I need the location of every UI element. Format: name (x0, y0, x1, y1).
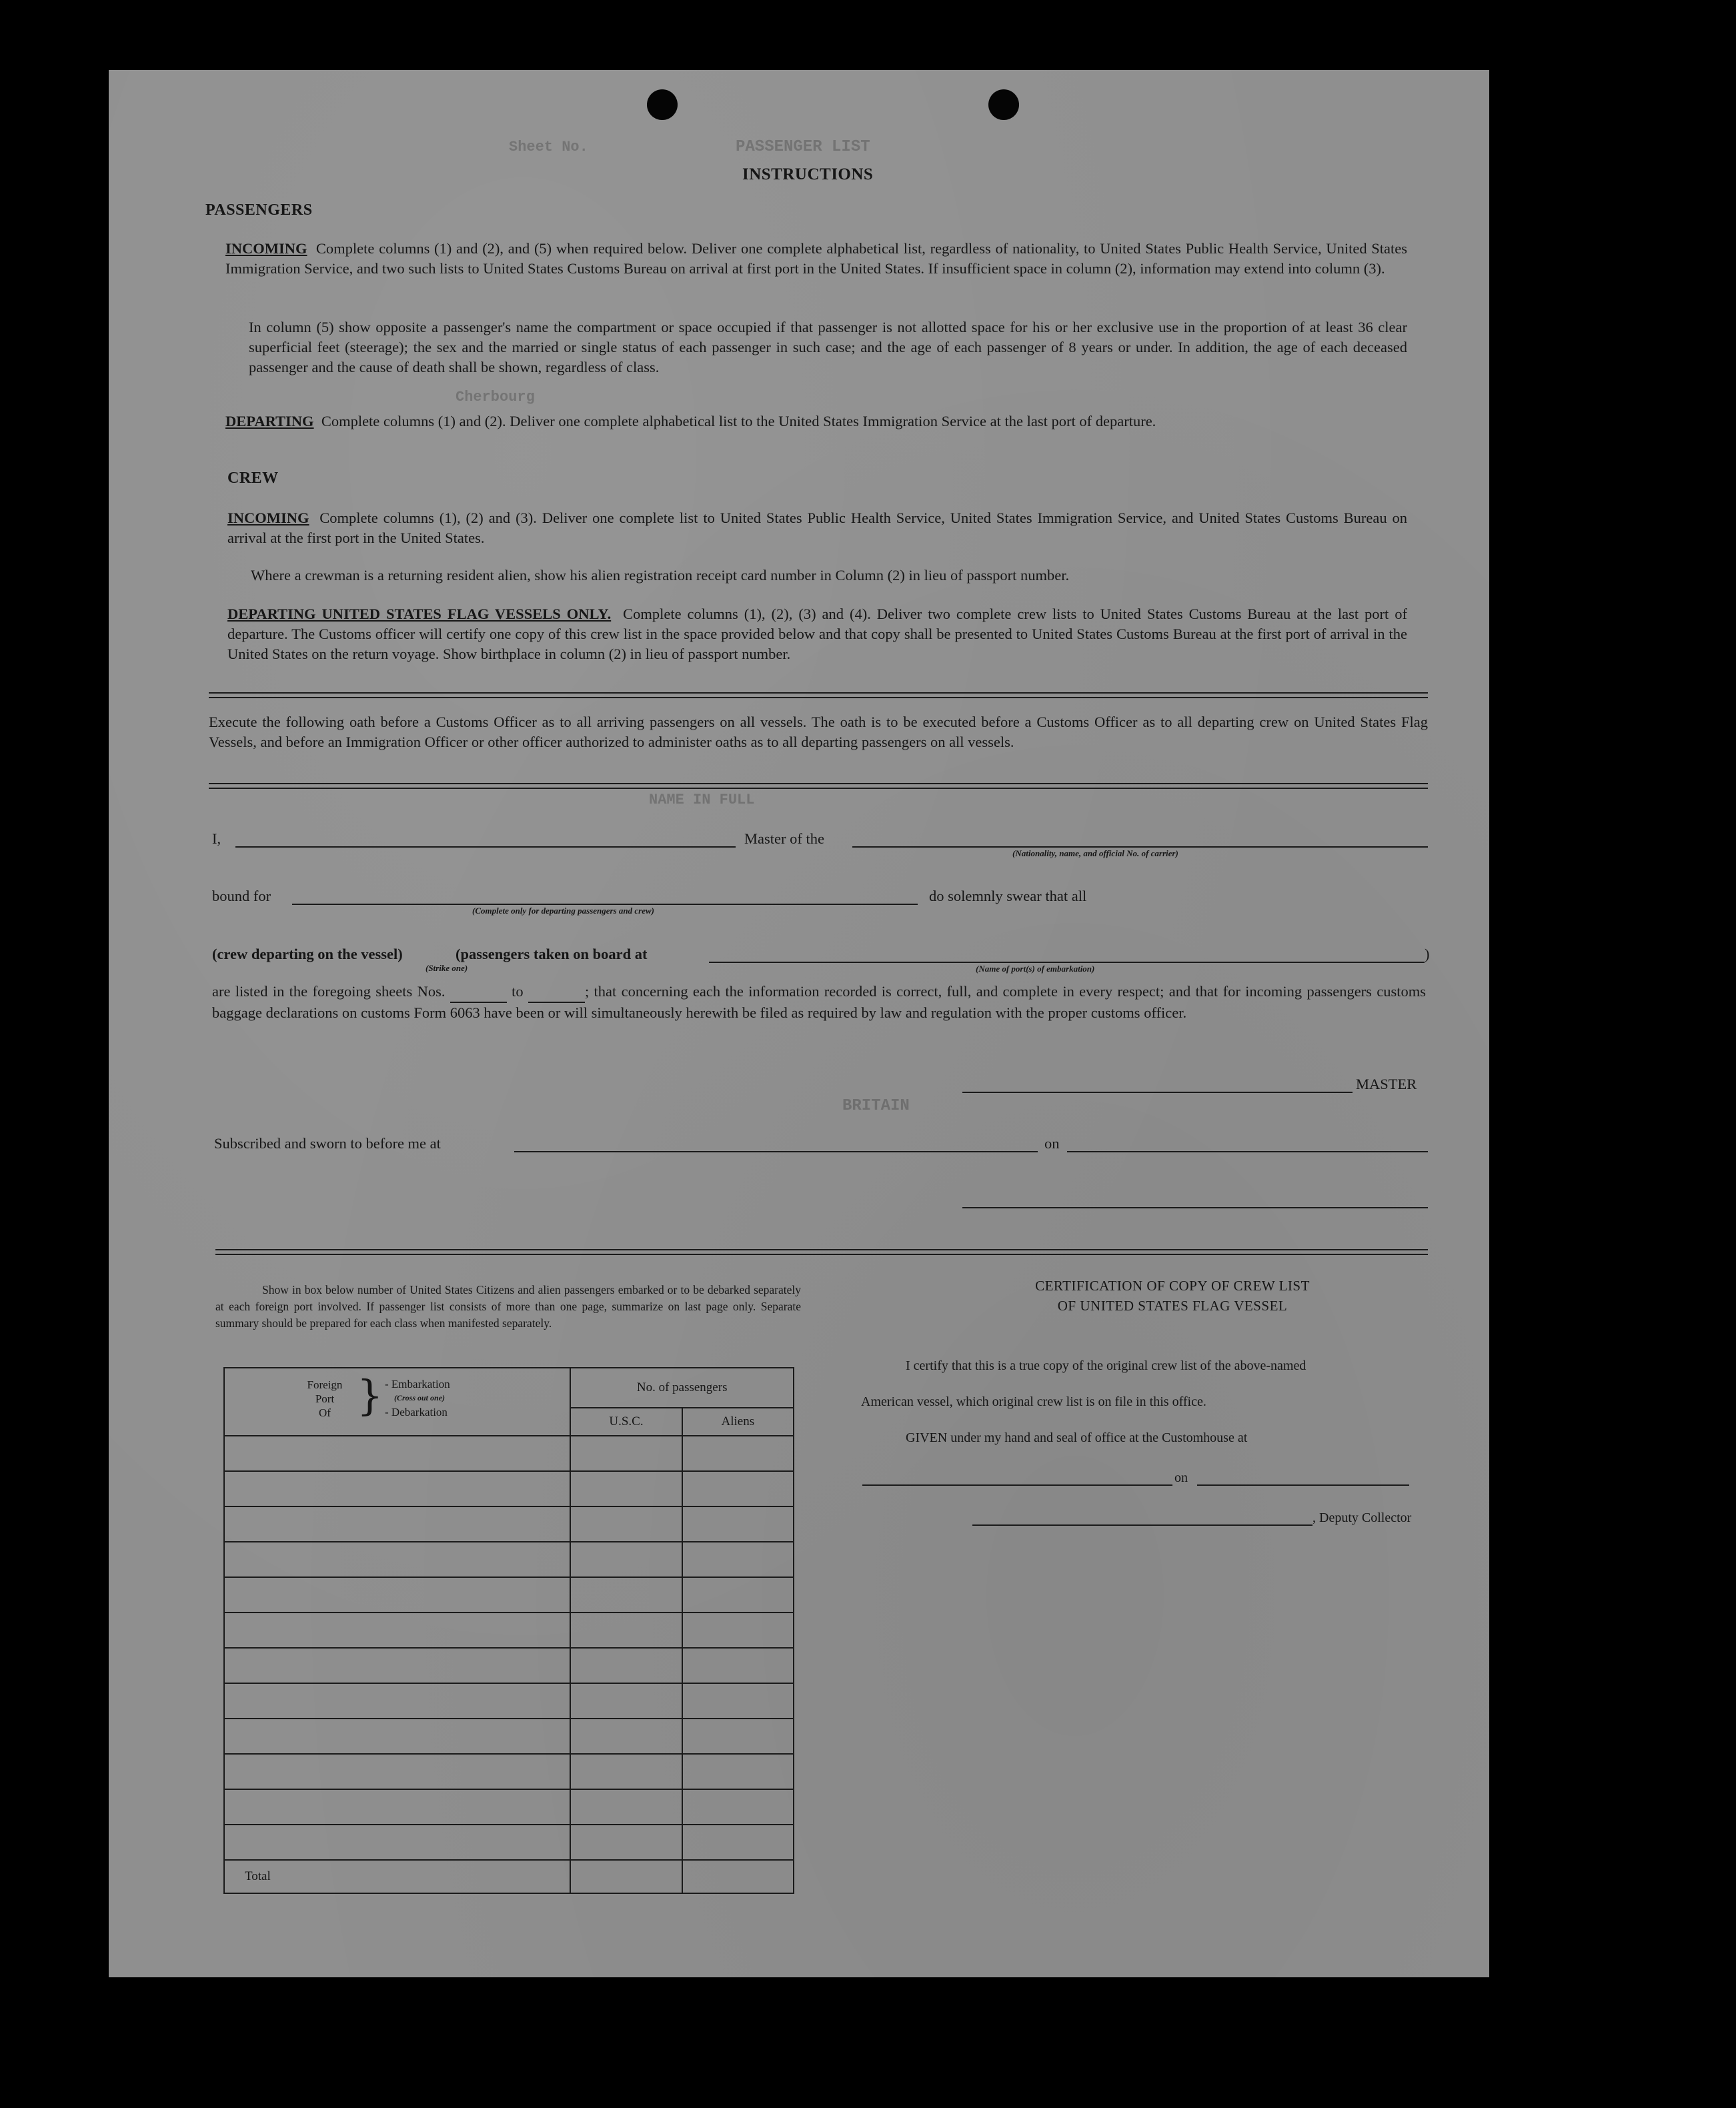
section-divider (209, 783, 1428, 789)
aliens-header: Aliens (682, 1408, 794, 1436)
section-divider (209, 692, 1428, 698)
passengers-heading: PASSENGERS (205, 201, 313, 219)
crew-incoming-label: INCOMING (227, 509, 309, 526)
crew-heading: CREW (227, 469, 279, 487)
resident-alien-paragraph: Where a crewman is a returning resident alien, show his alien registration receipt card number in Column (2) in lieu of passport number. (251, 567, 1070, 584)
crew-departing-text: Complete columns (1), (2), (3) and (4). Deliver two complete crew lists to United States Customs Bureau at the last port of departure. The Customs officer will certify one copy of this crew list in the space provided below and that copy shall be presented to United States Customs Bureau at the first port of arrival in the United States on the return voyage. Show birthplace in column (2) in lieu of passport number. (227, 606, 1407, 662)
aliens-cell[interactable] (682, 1825, 794, 1860)
carrier-note: (Nationality, name, and official No. of carrier) (1012, 848, 1178, 858)
embarkation-option[interactable]: - Embarkation (385, 1378, 450, 1390)
bleed-through-text: BRITAIN (842, 1097, 910, 1115)
listed-text: ; that concerning each the information recorded is correct, full, and complete in every respect; and that for incoming passengers customs baggage declarations on customs Form 6063 have been or will simultaneously herewith be filed as required by law and regulation with the proper customs officer. (212, 983, 1427, 1021)
port-cell[interactable] (224, 1542, 570, 1577)
port-cell[interactable] (224, 1789, 570, 1825)
usc-cell[interactable] (570, 1754, 682, 1789)
bound-for-note: (Complete only for departing passengers and crew) (472, 906, 654, 916)
i-label: I, (212, 830, 221, 847)
port-header-cell (224, 1368, 570, 1436)
officer-signature-line[interactable] (962, 1207, 1428, 1208)
punch-hole-right (988, 89, 1019, 120)
embark-debark-labels (385, 1377, 450, 1419)
aliens-cell[interactable] (682, 1683, 794, 1719)
certify-line-1: I certify that this is a true copy of the original crew list of the above-named (906, 1358, 1307, 1373)
bound-for-label: bound for (212, 888, 271, 904)
aliens-cell[interactable] (682, 1648, 794, 1683)
usc-cell[interactable] (570, 1471, 682, 1506)
customhouse-place-line[interactable] (862, 1484, 1172, 1486)
bleed-through-text: Sheet No. (509, 139, 588, 155)
embarkation-port-line[interactable] (709, 962, 1425, 963)
brace-glyph: } (357, 1371, 383, 1420)
departing-label: DEPARTING (225, 413, 314, 429)
port-cell[interactable] (224, 1471, 570, 1506)
port-cell[interactable] (224, 1754, 570, 1789)
close-paren: ) (1425, 946, 1430, 962)
sworn-on-label: on (1044, 1135, 1060, 1152)
bound-for-line[interactable] (292, 904, 918, 905)
summary-intro: Show in box below number of United States Citizens and alien passengers embarked or to be debarked separately at each foreign port involved. If passenger list consists of more than one page, summarize on last page only. Separate summary should be prepared for each class when manifested separately. (215, 1283, 801, 1330)
section-divider (215, 1249, 1428, 1255)
port-cell[interactable] (224, 1577, 570, 1613)
given-line: GIVEN under my hand and seal of office at the Customhouse at (906, 1430, 1248, 1445)
crew-incoming-paragraph (227, 508, 1407, 548)
punch-hole-left (647, 89, 678, 120)
bleed-through-text: NAME IN FULL (649, 792, 755, 808)
certify-line-2: American vessel, which original crew list is on file in this office. (861, 1394, 1206, 1409)
sworn-place-line[interactable] (514, 1151, 1038, 1152)
port-note: (Name of port(s) of embarkation) (976, 964, 1095, 974)
master-name-line[interactable] (235, 846, 736, 848)
crew-departing-option[interactable]: (crew departing on the vessel) (212, 946, 403, 962)
to-label: to (512, 983, 524, 1000)
aliens-cell[interactable] (682, 1506, 794, 1542)
column5-paragraph: In column (5) show opposite a passenger's name the compartment or space occupied if that passenger is not allotted space for his or her exclusive use in the proportion of at least 36 clear superficial feet (steerage); the sex and the married or single status of each passenger in such case; and the age of each passenger of 8 years or under. In addition, the age of each deceased passenger and the cause of death shall be shown, regardless of class. (249, 319, 1407, 375)
port-cell[interactable] (224, 1506, 570, 1542)
debarkation-option[interactable]: - Debarkation (385, 1406, 448, 1418)
carrier-line[interactable] (852, 846, 1428, 848)
listed-label: are listed in the foregoing sheets Nos. (212, 983, 446, 1000)
usc-cell[interactable] (570, 1436, 682, 1471)
port-cell[interactable] (224, 1825, 570, 1860)
usc-cell[interactable] (570, 1648, 682, 1683)
usc-cell[interactable] (570, 1825, 682, 1860)
aliens-cell[interactable] (682, 1577, 794, 1613)
passengers-departing-paragraph (225, 411, 1407, 431)
page-title: INSTRUCTIONS (742, 165, 874, 183)
aliens-cell[interactable] (682, 1754, 794, 1789)
crew-departing-label: DEPARTING UNITED STATES FLAG VESSELS ONLY. (227, 606, 612, 622)
passengers-incoming-paragraph (225, 239, 1407, 279)
passengers-taken-option[interactable]: (passengers taken on board at (456, 946, 648, 962)
usc-cell[interactable] (570, 1719, 682, 1754)
usc-cell[interactable] (570, 1789, 682, 1825)
master-of-the-label: Master of the (744, 830, 824, 847)
usc-cell[interactable] (570, 1577, 682, 1613)
usc-cell[interactable] (570, 1683, 682, 1719)
document-page (109, 70, 1489, 1977)
aliens-cell[interactable] (682, 1719, 794, 1754)
departing-text: Complete columns (1) and (2). Deliver one complete alphabetical list to the United States Immigration Service at the last port of departure. (321, 413, 1156, 429)
passenger-summary-table (223, 1367, 794, 1894)
aliens-cell[interactable] (682, 1471, 794, 1506)
no-of-passengers-header: No. of passengers (570, 1368, 794, 1408)
oath-intro: Execute the following oath before a Customs Officer as to all arriving passengers on all vessels. The oath is to be executed before a Customs Officer as to all departing crew on United States Flag Vessels, and before an Immigration Officer or other officer authorized to administer oaths as to all departing passengers on all vessels. (209, 714, 1428, 750)
aliens-cell[interactable] (682, 1613, 794, 1648)
aliens-total-cell[interactable] (682, 1860, 794, 1893)
port-cell[interactable] (224, 1683, 570, 1719)
sworn-date-line[interactable] (1067, 1151, 1428, 1152)
aliens-cell[interactable] (682, 1436, 794, 1471)
subscribed-label: Subscribed and sworn to before me at (214, 1135, 441, 1152)
sheet-from-field[interactable] (450, 982, 507, 1003)
certification-heading: CERTIFICATION OF COPY OF CREW LIST OF UNITED STATES FLAG VESSEL (1035, 1278, 1310, 1314)
usc-header: U.S.C. (570, 1408, 682, 1436)
incoming-text: Complete columns (1) and (2), and (5) when required below. Deliver one complete alphabetical list, regardless of nationality, to United States Public Health Service, United States Immigration Service, and two such lists to United States Customs Bureau on arrival at first port in the United States. If insufficient space in column (2), information may extend into column (3). (225, 240, 1408, 277)
strike-one-note: (Strike one) (425, 963, 468, 973)
usc-cell[interactable] (570, 1506, 682, 1542)
swear-label: do solemnly swear that all (929, 888, 1087, 904)
deputy-collector-label: , Deputy Collector (1313, 1510, 1412, 1525)
bleed-through-text: PASSENGER LIST (736, 138, 870, 156)
foreign-port-of-label: Foreign Port Of (307, 1378, 343, 1419)
cert-date-line[interactable] (1197, 1484, 1409, 1486)
cert-on-label: on (1174, 1470, 1188, 1485)
listed-paragraph (212, 982, 1426, 1023)
master-signature-line[interactable] (962, 1092, 1353, 1093)
crew-departing-paragraph (227, 604, 1407, 664)
aliens-cell[interactable] (682, 1542, 794, 1577)
aliens-cell[interactable] (682, 1789, 794, 1825)
port-cell[interactable] (224, 1436, 570, 1471)
total-label: Total (224, 1860, 570, 1893)
incoming-label: INCOMING (225, 240, 307, 257)
port-cell[interactable] (224, 1648, 570, 1683)
deputy-signature-line[interactable] (972, 1524, 1313, 1526)
port-cell[interactable] (224, 1719, 570, 1754)
master-label: MASTER (1356, 1076, 1417, 1092)
usc-cell[interactable] (570, 1542, 682, 1577)
port-cell[interactable] (224, 1613, 570, 1648)
crew-incoming-text: Complete columns (1), (2) and (3). Deliver one complete list to United States Public Health Service, United States Immigration Service, and United States Customs Bureau on arrival at the first port in the United States. (227, 509, 1408, 546)
bleed-through-text: Cherbourg (456, 389, 535, 405)
usc-cell[interactable] (570, 1613, 682, 1648)
sheet-to-field[interactable] (528, 982, 585, 1003)
cross-out-note: (Cross out one) (394, 1393, 446, 1402)
usc-total-cell[interactable] (570, 1860, 682, 1893)
